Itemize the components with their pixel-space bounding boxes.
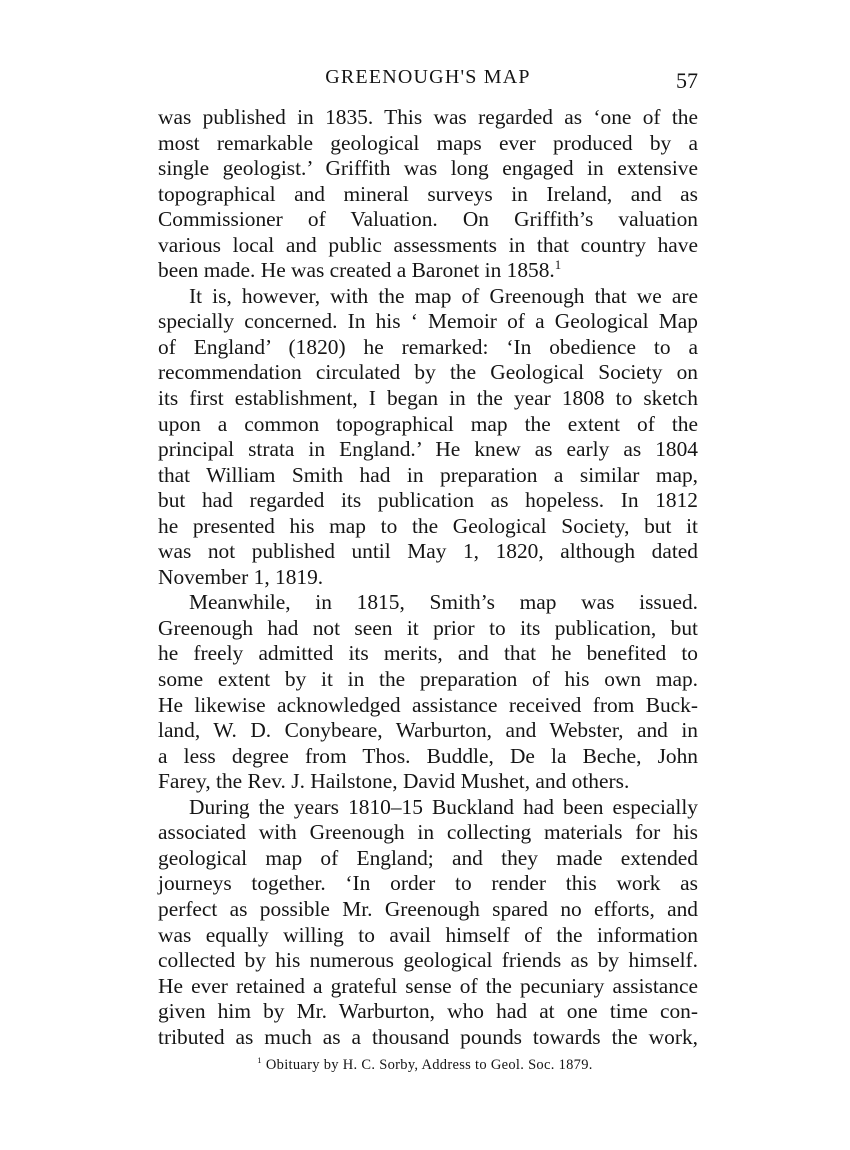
- paragraph-start: Meanwhile, in 1815, Smith’s map was issued.: [189, 590, 698, 615]
- text-line: was not published until May 1, 1820, although dated: [158, 539, 698, 564]
- text-line: Greenough had not seen it prior to its publication, but: [158, 615, 698, 640]
- text-line: tributed as much as a thousand pounds towards the work,: [158, 1024, 698, 1049]
- text-line: Farey, the Rev. J. Hailstone, David Mushet, and others.: [158, 769, 630, 794]
- paragraph-start: It is, however, with the map of Greenough that we are: [189, 283, 698, 308]
- text-line: He ever retained a grateful sense of the pecuniary assistance: [158, 973, 698, 998]
- text-line: Commissioner of Valuation. On Griffith’s valuation: [158, 207, 698, 232]
- footnote-text: Obituary by H. C. Sorby, Address to Geol. Soc. 1879.: [265, 1057, 593, 1073]
- paragraph-start: During the years 1810–15 Buckland had been especially: [189, 794, 698, 819]
- text-line: given him by Mr. Warburton, who had at one time con-: [158, 999, 698, 1024]
- text-line: he freely admitted its merits, and that he benefited to: [158, 641, 698, 666]
- text-line: single geologist.’ Griffith was long engaged in extensive: [158, 156, 698, 181]
- text-line: some extent by it in the preparation of his own map.: [158, 667, 698, 692]
- text-line: He likewise acknowledged assistance received from Buck-: [158, 692, 698, 717]
- footnote: [0, 1057, 850, 1074]
- text-line: of England’ (1820) he remarked: ‘In obedience to a: [158, 334, 698, 359]
- text-line: specially concerned. In his ‘ Memoir of a Geological Map: [158, 309, 698, 334]
- text-line: most remarkable geological maps ever produced by a: [158, 130, 698, 155]
- text-line: geological map of England; and they made extended: [158, 845, 698, 870]
- text-line: he presented his map to the Geological Society, but it: [158, 513, 698, 538]
- text-line: November 1, 1819.: [158, 564, 324, 589]
- text-line: upon a common topographical map the extent of the: [158, 411, 698, 436]
- text-line: journeys together. ‘In order to render this work as: [158, 871, 698, 896]
- text-line: collected by his numerous geological friends as by himself.: [158, 948, 698, 973]
- text-line: perfect as possible Mr. Greenough spared no efforts, and: [158, 896, 698, 921]
- text-line: but had regarded its publication as hopeless. In 1812: [158, 488, 698, 513]
- body-text: [158, 105, 698, 1050]
- text-line: topographical and mineral surveys in Ireland, and as: [158, 181, 698, 206]
- text-line: land, W. D. Conybeare, Warburton, and Webster, and in: [158, 718, 698, 743]
- text-line: a less degree from Thos. Buddle, De la Beche, John: [158, 743, 698, 768]
- text-line: associated with Greenough in collecting materials for his: [158, 820, 698, 845]
- text-line: its first establishment, I began in the year 1808 to sketch: [158, 386, 698, 411]
- text-line: was equally willing to avail himself of the information: [158, 922, 698, 947]
- text-line: recommendation circulated by the Geological Society on: [158, 360, 698, 385]
- running-title: GREENOUGH'S MAP: [325, 66, 531, 88]
- page-number: 57: [676, 68, 698, 93]
- text-line: various local and public assessments in that country have: [158, 232, 698, 257]
- text-line: was published in 1835. This was regarded as ‘one of the: [158, 105, 698, 129]
- text-line: principal strata in England.’ He knew as early as 1804: [158, 437, 698, 462]
- footnote-marker: 1: [257, 1055, 262, 1066]
- text-line-with-footnote: [158, 258, 698, 284]
- text-line-content: been made. He was created a Baronet in 1858.: [158, 258, 555, 283]
- text-line: that William Smith had in preparation a similar map,: [158, 462, 698, 487]
- footnote-reference: 1: [554, 258, 562, 273]
- running-head: [158, 64, 698, 94]
